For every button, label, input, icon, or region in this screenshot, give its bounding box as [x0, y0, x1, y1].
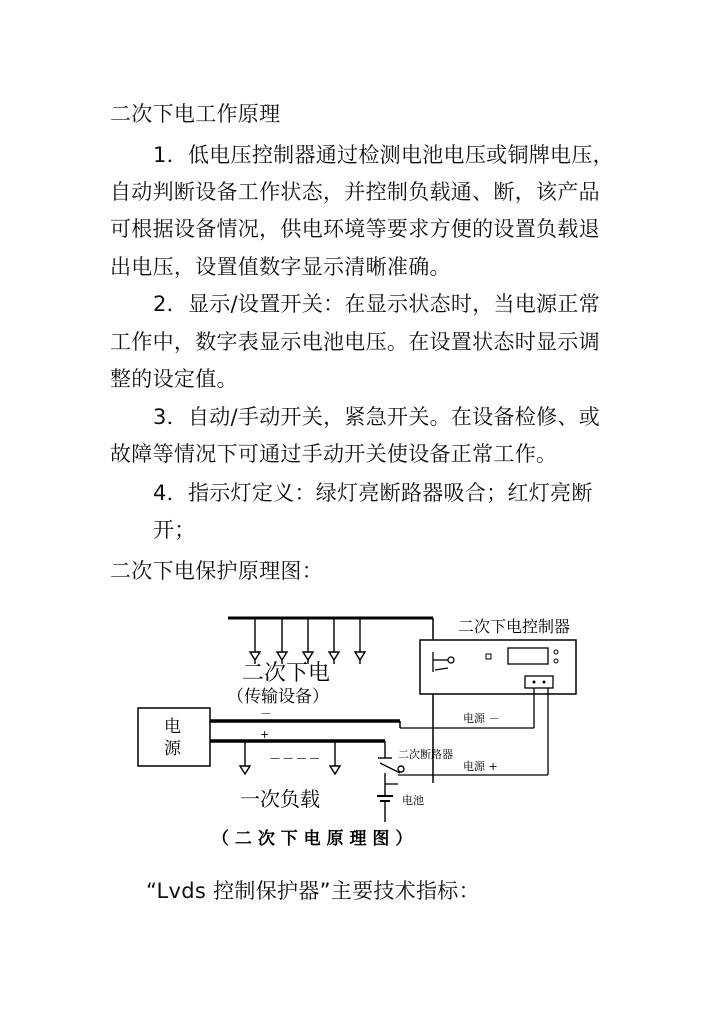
battery-label: 电池 [402, 794, 424, 807]
paragraph-1-line-2: 自动判断设备工作状态，并控制负载通、断，该产品 [110, 180, 600, 204]
load-taps [250, 618, 365, 664]
diagram-caption: （ 二 次 下 电 原 理 图 ） [212, 829, 413, 849]
terminal-block [525, 676, 553, 688]
paragraph-4-line-1: 4．指示灯定义：绿灯亮断路器吸合；红灯亮断 [153, 481, 593, 505]
paragraph-2-line-2: 工作中，数字表显示电池电压。在设置状态时显示调 [110, 330, 600, 354]
continuation-dashes: — — — — [270, 753, 320, 764]
section-title-principle: 二次下电工作原理 [110, 102, 281, 126]
power-source-label-1: 电 [164, 717, 181, 737]
power-source-label-2: 源 [164, 739, 181, 759]
paragraph-3-line-1: 3．自动/手动开关，紧急开关。在设备检修、或 [153, 405, 601, 429]
controller-label: 二次下电控制器 [458, 617, 571, 636]
primary-load-label: 一次负载 [240, 787, 320, 811]
secondary-power-cut-diagram [130, 608, 610, 853]
paragraph-2-line-3: 整的设定值。 [110, 367, 238, 391]
paragraph-1-line-1: 1．低电压控制器通过检测电池电压或铜牌电压， [153, 143, 614, 167]
paragraph-3-line-2: 故障等情况下可通过手动开关使设备正常工作。 [110, 442, 558, 466]
paragraph-4-line-2: 开； [153, 518, 196, 542]
load-label-transmission: （传输设备） [227, 687, 329, 707]
paragraph-2-line-1: 2．显示/设置开关：在显示状态时，当电源正常 [153, 292, 601, 316]
load-label-secondary: 二次下电 [242, 661, 331, 686]
battery-symbol [377, 790, 393, 822]
section-title-specs: “Lvds 控制保护器”主要技术指标： [146, 879, 480, 903]
section-title-diagram: 二次下电保护原理图： [110, 559, 323, 583]
power-plus-label: 电源 + [463, 760, 498, 773]
paragraph-1-line-3: 可根据设备情况，供电环境等要求方便的设置负载退 [110, 217, 600, 241]
plus-sign: + [260, 728, 270, 741]
minus-sign: － [260, 707, 273, 721]
paragraph-1-line-4: 出电压，设置值数字显示清晰准确。 [110, 255, 451, 279]
digital-display [508, 648, 548, 664]
power-minus-label: 电源 － [463, 712, 500, 725]
breaker-label: 二次断路器 [398, 748, 453, 761]
